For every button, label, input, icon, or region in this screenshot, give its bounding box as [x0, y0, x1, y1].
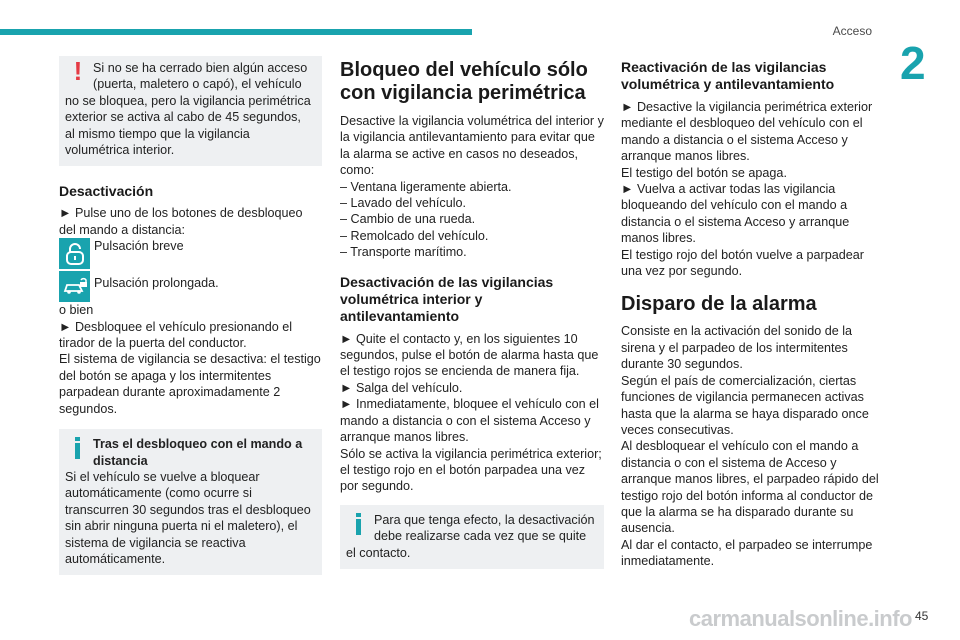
info-box-text: Para que tenga efecto, la desactivación debe realizarse cada vez que se quite el contacto.: [346, 512, 595, 560]
volumetric-step-1: ► Quite el contacto y, en los siguientes 10 segundos, pulse el botón de alarma hasta que el testigo rojos se encienda de manera fija.: [340, 331, 599, 379]
icon-row-short-press: [59, 238, 322, 269]
volumetric-result: Sólo se activa la vigilancia perimétrica exterior; el testigo rojo en el botón parpadea una vez por segundo.: [340, 446, 602, 494]
header-accent-bar: [0, 29, 472, 35]
column-left: [59, 56, 322, 575]
list-item: – Transporte marítimo.: [340, 245, 467, 260]
reactivation-heading: Reactivación de las vigilancias volumétrica y antilevantamiento: [621, 59, 835, 92]
list-item: – Ventana ligeramente abierta.: [340, 179, 512, 194]
deactivation-step-2: ► Desbloquee el vehículo presionando el tirador de la puerta del conductor.: [59, 319, 293, 351]
warning-box: [59, 56, 322, 166]
info-icon: [346, 512, 372, 536]
column-right: [621, 56, 886, 570]
list-item: – Lavado del vehículo.: [340, 196, 467, 211]
list-item: – Cambio de una rueda.: [340, 212, 476, 227]
long-press-label: Pulsación prolongada.: [94, 276, 219, 291]
deactivation-step-1: ► Pulse uno de los botones de desbloqueo del mando a distancia:: [59, 206, 303, 237]
perimeter-lock-intro: Desactive la vigilancia volumétrica del interior y la vigilancia antilevantamiento para evitar que la alarma se active en casos no deseados, como:: [340, 114, 604, 178]
car-unlock-icon: [59, 271, 90, 302]
alarm-paragraph-4: Al dar el contacto, el parpadeo se interrumpe inmediatamente.: [621, 537, 873, 569]
icon-row-long-press: [59, 271, 322, 302]
reactivation-step-2: ► Vuelva a activar todas las vigilancia bloqueando del vehículo con el mando a distancia o el sistema Acceso y arranque manos libres.: [621, 182, 850, 246]
info-box-text: Si el vehículo se vuelve a bloquear automáticamente (como ocurre si transcurren 30 segundos tras el desbloqueo sin abrir ninguna puerta ni el maletero), el sistema de vigilancia se reactiva automáticamente.: [65, 469, 311, 566]
page-number: 45: [915, 609, 929, 623]
list-item: – Remolcado del vehículo.: [340, 228, 489, 243]
unlock-icon: [59, 238, 90, 269]
warning-icon: !: [73, 56, 83, 86]
deactivation-volumetric-heading: Desactivación de las vigilancias volumétrica interior y antilevantamiento: [340, 273, 554, 324]
info-icon: [65, 436, 91, 460]
alarm-paragraph-1: Consiste en la activación del sonido de la sirena y el parpadeo de los intermitentes durante 30 segundos.: [621, 324, 853, 372]
or-text: o bien: [59, 303, 94, 318]
reactivation-result-1: El testigo del botón se apaga.: [621, 165, 787, 180]
alarm-trigger-heading: Disparo de la alarma: [621, 293, 817, 316]
section-title: Acceso: [832, 24, 872, 38]
alarm-paragraph-2: Según el país de comercialización, ciertas funciones de vigilancia permanecen activas hasta que la alarma se haya disparado once veces consecutivas.: [621, 373, 869, 437]
volumetric-step-3: ► Inmediatamente, bloquee el vehículo con el mando a distancia o con el sistema Acceso y arranque manos libres.: [340, 397, 599, 445]
reactivation-result-2: El testigo rojo del botón vuelve a parpadear una vez por segundo.: [621, 247, 864, 279]
deactivation-heading: Desactivación: [59, 183, 154, 200]
info-box-contact: [340, 505, 604, 569]
cases-list: [340, 179, 604, 261]
volumetric-step-2: ► Salga del vehículo.: [340, 380, 463, 395]
watermark: carmanualsonline.info: [689, 606, 912, 631]
reactivation-step-1: ► Desactive la vigilancia perimétrica exterior mediante el desbloqueo del vehículo con el mando a distancia o el sistema Acceso y arranque manos libres.: [621, 100, 873, 164]
alarm-paragraph-3: Al desbloquear el vehículo con el mando a distancia o con el sistema de Acceso y arranque manos libres, el parpadeo rápido del testigo rojo del botón informa al conductor de que la alarma se ha disparado durante su ausencia.: [621, 439, 879, 536]
info-box-unlock: [59, 429, 322, 575]
chapter-number: 2: [900, 37, 926, 89]
column-middle: [340, 56, 604, 569]
deactivation-result: El sistema de vigilancia se desactiva: el testigo del botón se apaga y los intermitentes parpadean durante aproximadamente 2 segundos.: [59, 352, 321, 416]
perimeter-lock-heading: Bloqueo del vehículo sólo con vigilancia perimétrica: [340, 59, 588, 104]
warning-text: Si no se ha cerrado bien algún acceso (puerta, maletero o capó), el vehículo no se bloquea, pero la vigilancia perimétrica exterior se activa al cabo de 45 segundos, al mismo tiempo que la vigilancia volumétrica interior.: [65, 61, 311, 158]
info-box-title: Tras el desbloqueo con el mando a distancia: [93, 437, 303, 468]
short-press-label: Pulsación breve: [94, 239, 184, 254]
